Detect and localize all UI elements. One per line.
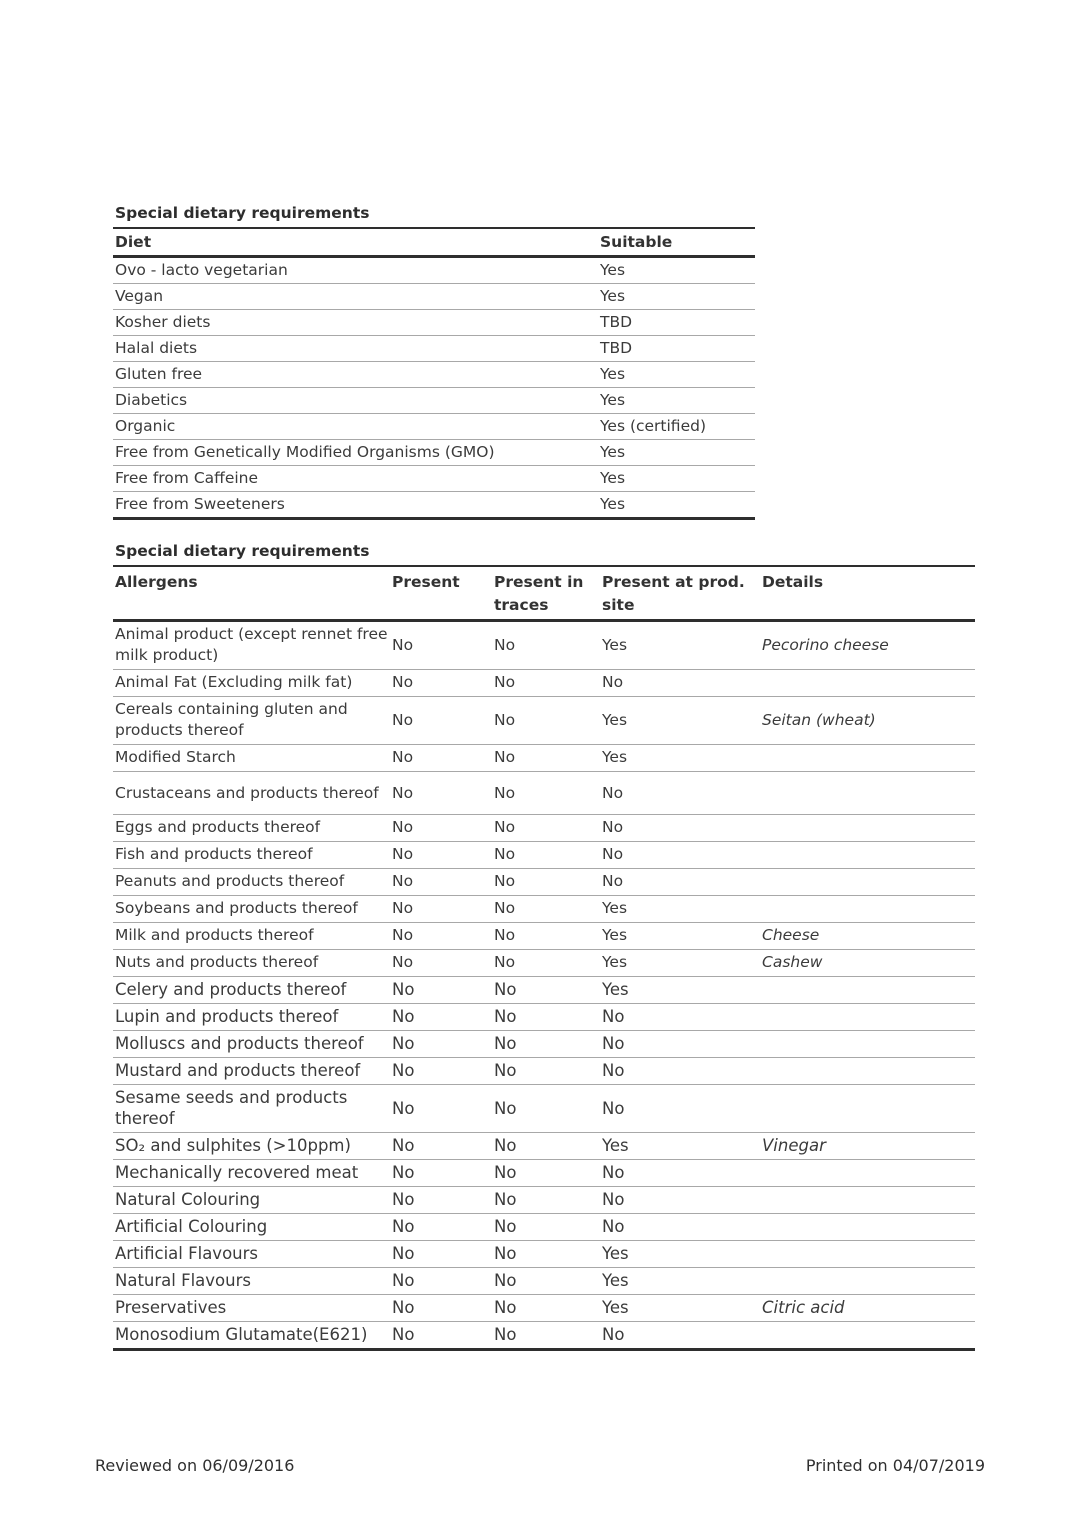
present-in-traces-cell: No [492,842,600,869]
details-cell [760,869,975,896]
present-at-prod-site-cell: No [600,772,760,815]
allergen-requirements-section [113,542,975,1351]
allergen-row [113,1085,975,1133]
details-cell [760,772,975,815]
allergen-cell: Animal Fat (Excluding milk fat) [113,670,390,697]
allergens-column-header: Allergens [113,567,390,621]
present-in-traces-cell: No [492,815,600,842]
suitable-column-header: Suitable [598,229,755,257]
diet-row [113,284,755,310]
diet-table [113,229,755,520]
allergen-row [113,670,975,697]
present-in-traces-cell: No [492,1031,600,1058]
diet-cell: Kosher diets [113,310,598,336]
allergen-row [113,1133,975,1160]
present-at-prod-site-cell: No [600,1085,760,1133]
details-cell: Vinegar [760,1133,975,1160]
present-cell: No [390,1058,492,1085]
present-cell: No [390,977,492,1004]
suitable-cell: Yes [598,362,755,388]
allergen-cell: Cereals containing gluten and products thereof [113,697,390,745]
details-cell: Cashew [760,950,975,977]
diet-column-header: Diet [113,229,598,257]
allergen-cell: Monosodium Glutamate(E621) [113,1322,390,1350]
present-at-prod-site-cell: No [600,670,760,697]
diet-row [113,257,755,284]
details-cell [760,670,975,697]
suitable-cell: TBD [598,310,755,336]
diet-cell: Gluten free [113,362,598,388]
present-cell: No [390,923,492,950]
present-in-traces-cell: No [492,1160,600,1187]
present-at-prod-site-cell: No [600,869,760,896]
allergen-cell: Eggs and products thereof [113,815,390,842]
allergen-row [113,1295,975,1322]
present-at-prod-site-cell: No [600,1058,760,1085]
present-in-traces-cell: No [492,1241,600,1268]
allergen-cell: Animal product (except rennet free milk product) [113,621,390,670]
suitable-cell: Yes [598,388,755,414]
details-cell [760,1322,975,1350]
diet-cell: Free from Genetically Modified Organisms (GMO) [113,440,598,466]
present-at-prod-site-cell: No [600,1214,760,1241]
present-cell: No [390,896,492,923]
details-cell [760,1160,975,1187]
present-at-prod-site-cell: Yes [600,950,760,977]
present-in-traces-cell: No [492,869,600,896]
present-cell: No [390,1004,492,1031]
present-at-prod-site-cell: No [600,1160,760,1187]
allergen-row [113,1004,975,1031]
present-cell: No [390,697,492,745]
diet-requirements-section [113,204,755,520]
allergen-table [113,567,975,1351]
details-cell: Cheese [760,923,975,950]
present-at-prod-site-cell: No [600,815,760,842]
present-cell: No [390,1295,492,1322]
present-at-prod-site-cell: Yes [600,621,760,670]
present-cell: No [390,869,492,896]
present-in-traces-column-header: Present in traces [492,567,600,621]
details-cell: Seitan (wheat) [760,697,975,745]
allergen-header-row [113,567,975,621]
allergen-cell: Milk and products thereof [113,923,390,950]
present-at-prod-site-cell: No [600,1031,760,1058]
allergen-cell: Molluscs and products thereof [113,1031,390,1058]
present-cell: No [390,815,492,842]
suitable-cell: Yes (certified) [598,414,755,440]
diet-cell: Organic [113,414,598,440]
diet-row [113,310,755,336]
present-in-traces-cell: No [492,923,600,950]
present-cell: No [390,1160,492,1187]
details-cell [760,842,975,869]
allergen-table-title: Special dietary requirements [113,542,975,567]
allergen-cell: Peanuts and products thereof [113,869,390,896]
allergen-row [113,815,975,842]
diet-row [113,388,755,414]
reviewed-date: Reviewed on 06/09/2016 [95,1456,295,1475]
present-cell: No [390,1085,492,1133]
allergen-cell: Mechanically recovered meat [113,1160,390,1187]
present-in-traces-cell: No [492,1085,600,1133]
printed-date: Printed on 04/07/2019 [805,1456,985,1475]
present-at-prod-site-cell: Yes [600,1133,760,1160]
allergen-cell: Fish and products thereof [113,842,390,869]
present-cell: No [390,1268,492,1295]
details-cell [760,745,975,772]
present-at-prod-site-column-header: Present at prod. site [600,567,760,621]
present-in-traces-cell: No [492,977,600,1004]
allergen-row [113,697,975,745]
details-column-header: Details [760,567,975,621]
details-cell [760,1214,975,1241]
present-at-prod-site-cell: Yes [600,745,760,772]
allergen-row [113,1031,975,1058]
allergen-cell: Natural Colouring [113,1187,390,1214]
present-in-traces-cell: No [492,1295,600,1322]
diet-row [113,362,755,388]
present-in-traces-cell: No [492,745,600,772]
present-at-prod-site-cell: Yes [600,697,760,745]
details-cell [760,1085,975,1133]
present-in-traces-cell: No [492,772,600,815]
diet-table-body [113,257,755,519]
diet-cell: Diabetics [113,388,598,414]
present-at-prod-site-cell: No [600,1322,760,1350]
allergen-table-header [113,567,975,621]
allergen-table-body [113,621,975,1350]
present-at-prod-site-cell: No [600,1004,760,1031]
allergen-cell: Natural Flavours [113,1268,390,1295]
details-cell: Citric acid [760,1295,975,1322]
allergen-cell: Crustaceans and products thereof [113,772,390,815]
allergen-row [113,1160,975,1187]
diet-row [113,414,755,440]
allergen-cell: Artificial Flavours [113,1241,390,1268]
present-cell: No [390,1214,492,1241]
allergen-row [113,950,975,977]
suitable-cell: Yes [598,440,755,466]
present-in-traces-cell: No [492,896,600,923]
suitable-cell: Yes [598,466,755,492]
allergen-row [113,1214,975,1241]
suitable-cell: Yes [598,284,755,310]
allergen-row [113,1187,975,1214]
present-cell: No [390,1241,492,1268]
present-cell: No [390,772,492,815]
diet-row [113,336,755,362]
allergen-row [113,1241,975,1268]
present-in-traces-cell: No [492,1004,600,1031]
present-in-traces-cell: No [492,1214,600,1241]
allergen-row [113,1058,975,1085]
allergen-row [113,621,975,670]
allergen-cell: Lupin and products thereof [113,1004,390,1031]
present-in-traces-cell: No [492,1322,600,1350]
present-at-prod-site-cell: Yes [600,923,760,950]
allergen-cell: Modified Starch [113,745,390,772]
present-at-prod-site-cell: No [600,842,760,869]
present-in-traces-cell: No [492,697,600,745]
allergen-row [113,869,975,896]
diet-header-row [113,229,755,257]
present-cell: No [390,1322,492,1350]
present-at-prod-site-cell: Yes [600,1241,760,1268]
details-cell [760,896,975,923]
diet-row [113,466,755,492]
present-column-header: Present [390,567,492,621]
present-cell: No [390,670,492,697]
present-at-prod-site-cell: Yes [600,896,760,923]
present-in-traces-cell: No [492,670,600,697]
diet-table-title: Special dietary requirements [113,204,755,229]
present-cell: No [390,1187,492,1214]
allergen-cell: SO₂ and sulphites (>10ppm) [113,1133,390,1160]
details-cell [760,815,975,842]
present-in-traces-cell: No [492,621,600,670]
allergen-row [113,896,975,923]
details-cell [760,1268,975,1295]
allergen-row [113,923,975,950]
details-cell: Pecorino cheese [760,621,975,670]
diet-cell: Vegan [113,284,598,310]
details-cell [760,1004,975,1031]
allergen-row [113,772,975,815]
present-cell: No [390,745,492,772]
suitable-cell: TBD [598,336,755,362]
present-in-traces-cell: No [492,1058,600,1085]
allergen-cell: Soybeans and products thereof [113,896,390,923]
present-cell: No [390,842,492,869]
present-cell: No [390,1031,492,1058]
present-cell: No [390,621,492,670]
allergen-cell: Celery and products thereof [113,977,390,1004]
details-cell [760,1187,975,1214]
present-at-prod-site-cell: Yes [600,977,760,1004]
allergen-row [113,842,975,869]
suitable-cell: Yes [598,257,755,284]
present-cell: No [390,1133,492,1160]
allergen-row [113,1268,975,1295]
present-at-prod-site-cell: No [600,1187,760,1214]
details-cell [760,1031,975,1058]
details-cell [760,977,975,1004]
allergen-cell: Sesame seeds and products thereof [113,1085,390,1133]
allergen-row [113,977,975,1004]
diet-row [113,492,755,519]
present-in-traces-cell: No [492,1133,600,1160]
allergen-cell: Preservatives [113,1295,390,1322]
allergen-cell: Mustard and products thereof [113,1058,390,1085]
page-footer [95,1456,985,1475]
present-in-traces-cell: No [492,950,600,977]
diet-cell: Free from Sweeteners [113,492,598,519]
details-cell [760,1241,975,1268]
diet-cell: Ovo - lacto vegetarian [113,257,598,284]
details-cell [760,1058,975,1085]
diet-table-header [113,229,755,257]
allergen-row [113,1322,975,1350]
allergen-row [113,745,975,772]
present-in-traces-cell: No [492,1268,600,1295]
present-cell: No [390,950,492,977]
allergen-cell: Artificial Colouring [113,1214,390,1241]
diet-row [113,440,755,466]
present-in-traces-cell: No [492,1187,600,1214]
allergen-cell: Nuts and products thereof [113,950,390,977]
diet-cell: Free from Caffeine [113,466,598,492]
diet-cell: Halal diets [113,336,598,362]
present-at-prod-site-cell: Yes [600,1295,760,1322]
suitable-cell: Yes [598,492,755,519]
present-at-prod-site-cell: Yes [600,1268,760,1295]
